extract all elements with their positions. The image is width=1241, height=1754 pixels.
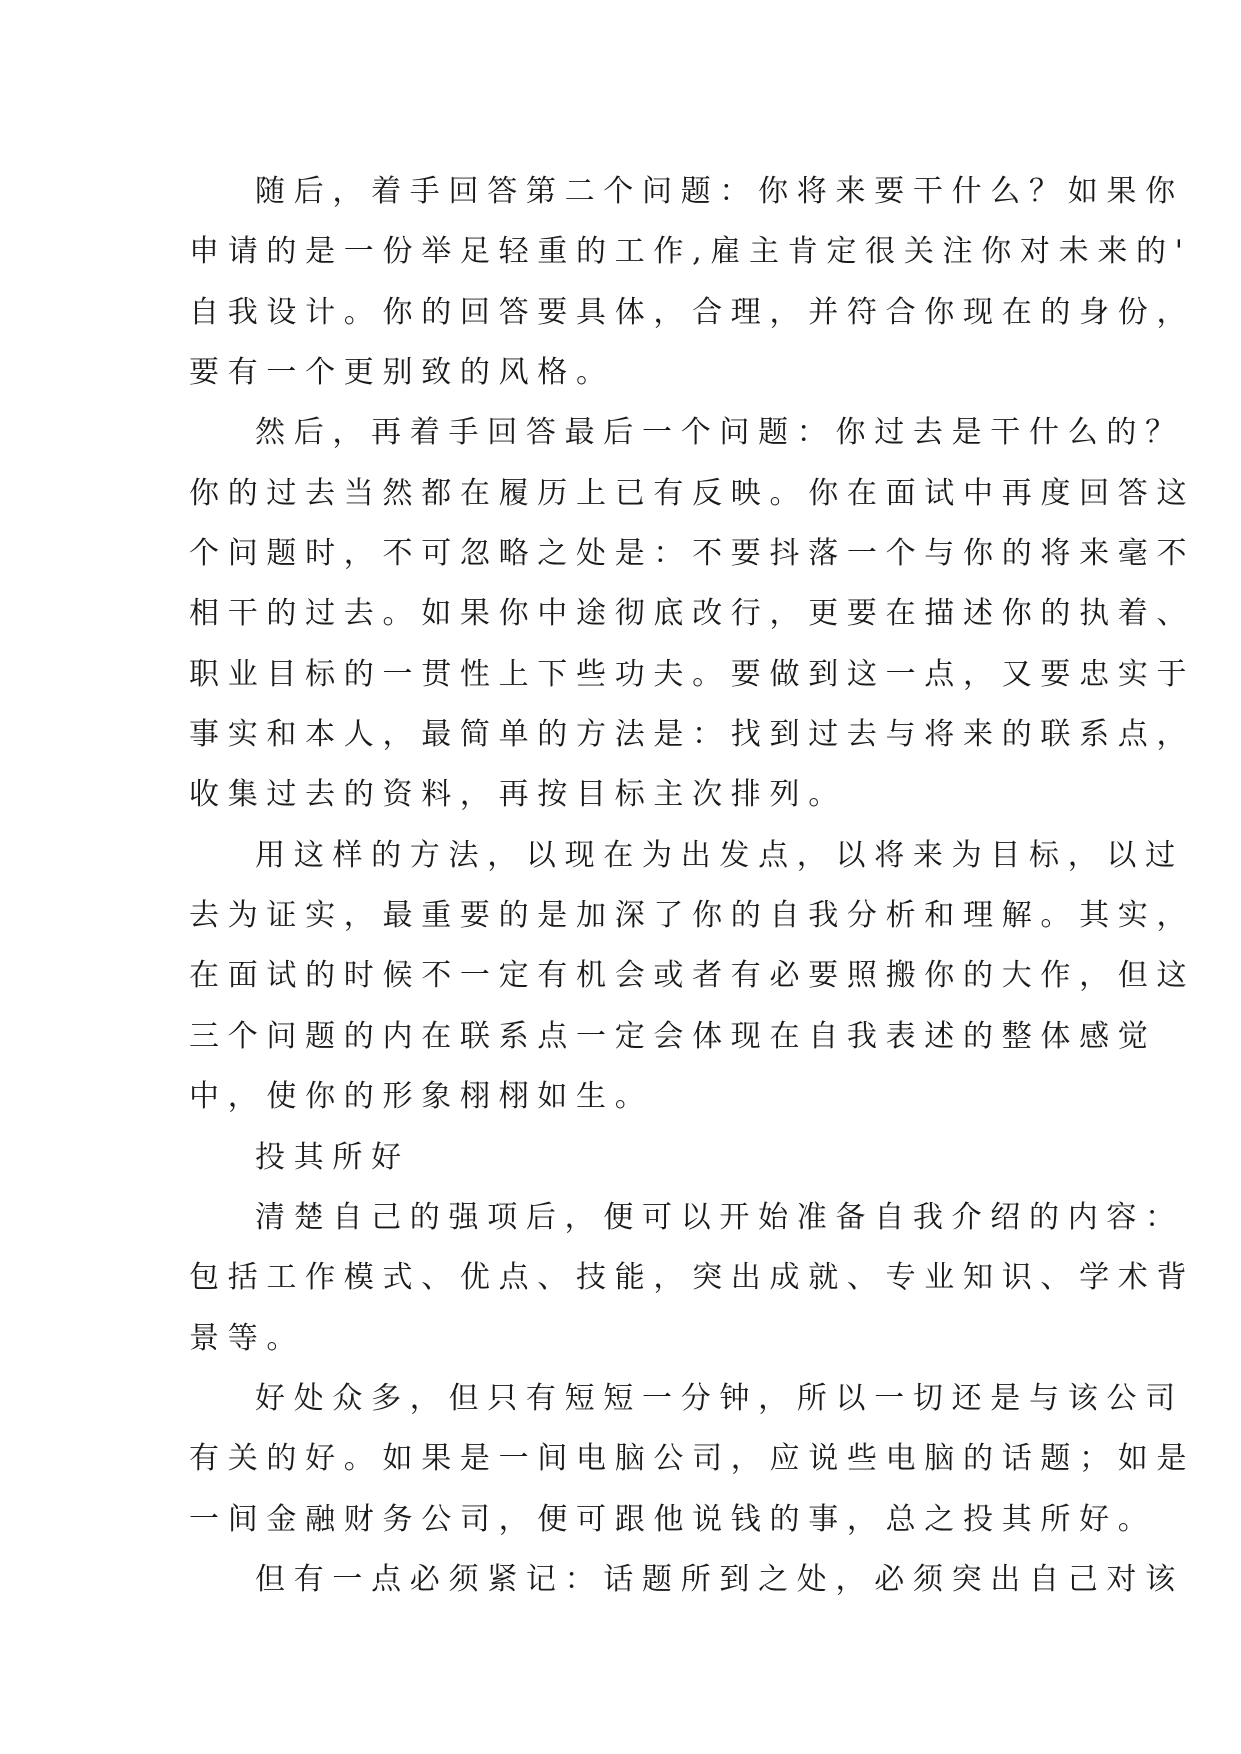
text-line: 个问题时，不可忽略之处是：不要抖落一个与你的将来毫不 bbox=[189, 536, 1196, 572]
body-text bbox=[189, 162, 1196, 1610]
text-line: 然后，再着手回答最后一个问题：你过去是干什么的？ bbox=[255, 415, 1184, 451]
text-line: 清楚自己的强项后，便可以开始准备自我介绍的内容： bbox=[255, 1199, 1184, 1235]
text-line: 一间金融财务公司，便可跟他说钱的事，总之投其所好。 bbox=[189, 1501, 1157, 1537]
text-line: 中，使你的形象栩栩如生。 bbox=[189, 1079, 654, 1115]
text-line: 用这样的方法，以现在为出发点，以将来为目标，以过 bbox=[255, 837, 1184, 873]
text-line: 相干的过去。如果你中途彻底改行，更要在描述你的执着、 bbox=[189, 596, 1196, 632]
text-line: 景等。 bbox=[189, 1320, 306, 1356]
text-line: 收集过去的资料，再按目标主次排列。 bbox=[189, 777, 847, 813]
text-line: 包括工作模式、优点、技能，突出成就、专业知识、学术背 bbox=[189, 1260, 1196, 1296]
text-line: 职业目标的一贯性上下些功夫。要做到这一点，又要忠实于 bbox=[189, 656, 1196, 692]
text-line: 有关的好。如果是一间电脑公司，应说些电脑的话题；如是 bbox=[189, 1441, 1196, 1477]
text-line: 你的过去当然都在履历上已有反映。你在面试中再度回答这 bbox=[189, 475, 1196, 511]
text-line: 自我设计。你的回答要具体，合理，并符合你现在的身份， bbox=[189, 294, 1196, 330]
text-line: 事实和本人，最简单的方法是：找到过去与将来的联系点， bbox=[189, 717, 1196, 753]
text-line: 在面试的时候不一定有机会或者有必要照搬你的大作，但这 bbox=[189, 958, 1196, 994]
text-line: 要有一个更别致的风格。 bbox=[189, 355, 615, 391]
text-line: 三个问题的内在联系点一定会体现在自我表述的整体感觉 bbox=[189, 1018, 1157, 1054]
text-line: 申请的是一份举足轻重的工作,雇主肯定很关注你对未来的' bbox=[189, 234, 1192, 270]
text-line: 好处众多，但只有短短一分钟，所以一切还是与该公司 bbox=[255, 1380, 1184, 1416]
section-heading: 投其所好 bbox=[255, 1139, 410, 1175]
text-line: 但有一点必须紧记：话题所到之处，必须突出自己对该 bbox=[255, 1561, 1184, 1597]
text-line: 随后，着手回答第二个问题：你将来要干什么？如果你 bbox=[255, 174, 1184, 209]
text-line: 去为证实，最重要的是加深了你的自我分析和理解。其实， bbox=[189, 898, 1196, 934]
